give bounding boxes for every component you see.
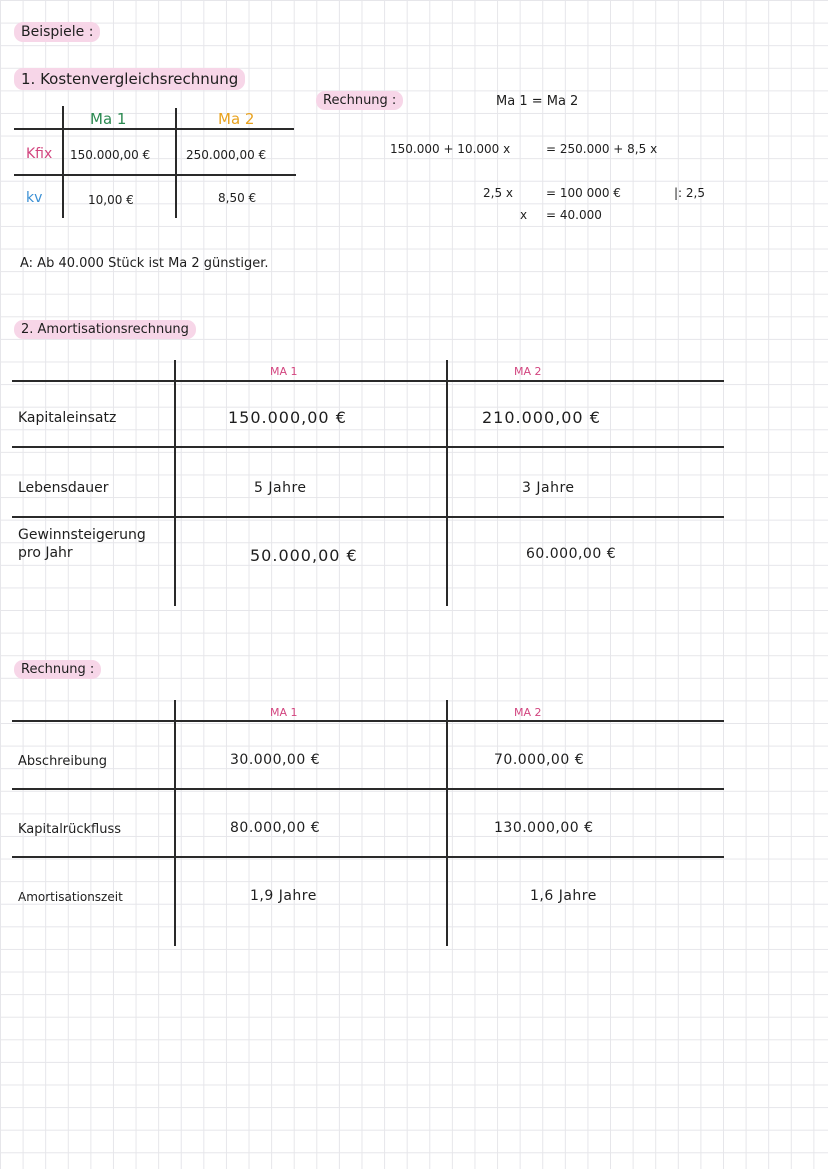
col-header-ma2: Ma 2 — [218, 110, 255, 128]
row-label-kapitaleinsatz: Kapitaleinsatz — [18, 410, 117, 426]
table-divider — [62, 106, 64, 218]
kfix-ma1-value: 150.000,00 € — [70, 148, 151, 162]
kapitaleinsatz-ma1: 150.000,00 € — [228, 408, 347, 427]
table-divider — [175, 108, 177, 218]
col-header-ma1: Ma 1 — [90, 110, 127, 128]
table-rule — [14, 174, 296, 176]
table-divider — [446, 360, 448, 606]
abschreibung-ma2: 70.000,00 € — [494, 752, 585, 768]
row-label-abschreibung: Abschreibung — [18, 754, 107, 769]
calc-line3-right: = 100 000 € — [546, 186, 621, 200]
table-rule — [12, 516, 724, 518]
table-rule — [12, 856, 724, 858]
calc-line3-note: |: 2,5 — [674, 186, 705, 200]
col-header-ma2: MA 2 — [514, 706, 542, 719]
row-label-kapitalrueckfluss: Kapitalrückfluss — [18, 822, 122, 837]
kv-ma1-value: 10,00 € — [88, 193, 134, 207]
row-label-lebensdauer: Lebensdauer — [18, 480, 109, 496]
table-divider — [446, 700, 448, 946]
table-rule — [12, 380, 724, 382]
kfix-ma2-value: 250.000,00 € — [186, 148, 267, 162]
section2-title: 2. Amortisationsrechnung — [14, 320, 196, 339]
kapitalrueckfluss-ma2: 130.000,00 € — [494, 820, 594, 836]
lebensdauer-ma1: 5 Jahre — [254, 480, 307, 496]
row-label-amortisationszeit: Amortisationszeit — [18, 890, 123, 904]
table-rule — [12, 446, 724, 448]
kapitalrueckfluss-ma1: 80.000,00 € — [230, 820, 321, 836]
calc-line3-left: 2,5 x — [483, 186, 513, 200]
abschreibung-ma1: 30.000,00 € — [230, 752, 321, 768]
kv-ma2-value: 8,50 € — [218, 191, 257, 205]
calc2-label: Rechnung : — [14, 660, 101, 679]
calc-line2-left: 150.000 + 10.000 x — [390, 142, 511, 156]
section1-title: 1. Kostenvergleichsrechnung — [14, 68, 245, 90]
table-rule — [12, 720, 724, 722]
col-header-ma1: MA 1 — [270, 706, 298, 719]
table-rule — [14, 128, 294, 130]
row-label-gewinnsteigerung: Gewinnsteigerung pro Jahr — [18, 527, 146, 561]
answer-text: A: Ab 40.000 Stück ist Ma 2 günstiger. — [20, 256, 269, 271]
calc-line1: Ma 1 = Ma 2 — [496, 94, 579, 109]
row-label-kv: kv — [26, 190, 43, 206]
amortisationszeit-ma1: 1,9 Jahre — [250, 888, 317, 904]
table-divider — [174, 700, 176, 946]
kapitaleinsatz-ma2: 210.000,00 € — [482, 408, 601, 427]
calc-line2-right: = 250.000 + 8,5 x — [546, 142, 658, 156]
amortisationszeit-ma2: 1,6 Jahre — [530, 888, 597, 904]
gewinnsteigerung-ma1: 50.000,00 € — [250, 546, 358, 565]
gewinnsteigerung-ma2: 60.000,00 € — [526, 546, 617, 562]
col-header-ma2: MA 2 — [514, 365, 542, 378]
page-heading: Beispiele : — [14, 22, 100, 42]
calc-line4-right: = 40.000 — [546, 208, 602, 222]
table-rule — [12, 788, 724, 790]
lebensdauer-ma2: 3 Jahre — [522, 480, 575, 496]
table-divider — [174, 360, 176, 606]
calc-label: Rechnung : — [316, 91, 403, 110]
row-label-kfix: Kfix — [26, 146, 53, 162]
calc-line4-left: x — [520, 208, 528, 222]
col-header-ma1: MA 1 — [270, 365, 298, 378]
